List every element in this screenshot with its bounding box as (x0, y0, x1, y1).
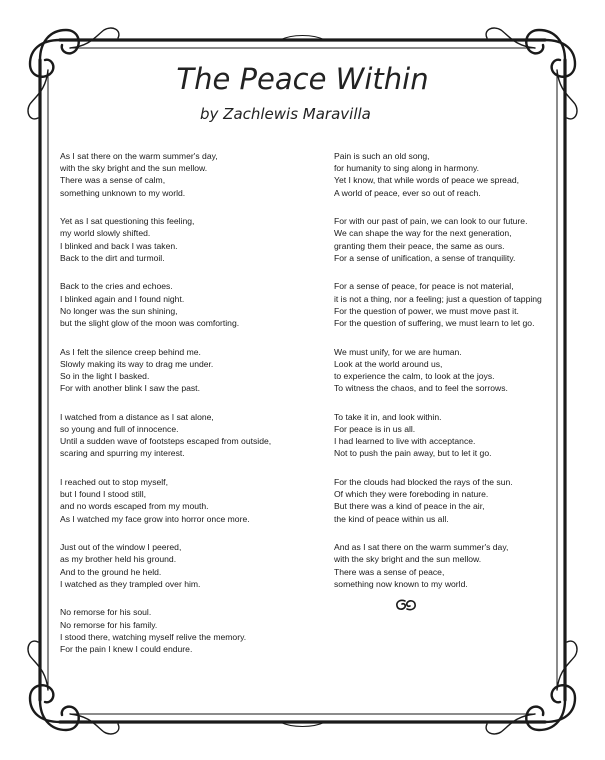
stanza (334, 150, 564, 199)
poem-line: For peace is in us all. (334, 424, 416, 435)
poem-line: I watched as they trampled over him. (60, 578, 201, 589)
poem-line: We must unify, for we are human. (334, 346, 462, 357)
poem-line: To witness the chaos, and to feel the sorrows. (334, 383, 508, 394)
poem-line: I had learned to live with acceptance. (334, 436, 476, 447)
stanza (334, 476, 564, 525)
poem-line: to experience the calm, to look at the joys. (334, 371, 495, 382)
poem-line: And to the ground he held. (60, 566, 162, 577)
poem-line: something unknown to my world. (60, 187, 186, 198)
poem-line: Back to the cries and echoes. (60, 281, 173, 292)
stanza (60, 280, 325, 329)
poem-line: To take it in, and look within. (334, 411, 442, 422)
poem-line: So in the light I basked. (60, 371, 150, 382)
poem-line: Of which they were foreboding in nature. (334, 489, 489, 500)
poem-line: with the sky bright and the sun mellow. (60, 163, 208, 174)
poem-line: A world of peace, ever so out of reach. (334, 187, 481, 198)
poem-line: for humanity to sing along in harmony. (334, 163, 480, 174)
flourish-icon (395, 598, 417, 612)
stanza (60, 476, 325, 525)
poem-line: As I watched my face grow into horror once more. (60, 513, 250, 524)
poem-line: For with our past of pain, we can look to our future. (334, 216, 528, 227)
poem-line: scaring and spurring my interest. (60, 448, 185, 459)
corner-scroll-bottom-right (486, 641, 577, 734)
poem-line: No remorse for his soul. (60, 607, 152, 618)
poem-line: As I felt the silence creep behind me. (60, 346, 201, 357)
poem-line: Not to push the pain away, but to let it go. (334, 448, 492, 459)
stanza (334, 346, 564, 395)
poem-line: Back to the dirt and turmoil. (60, 252, 165, 263)
poem-line: I stood there, watching myself relive the memory. (60, 631, 247, 642)
poem-line: We can shape the way for the next generation, (334, 228, 512, 239)
stanza (334, 280, 564, 329)
poem-line: As I sat there on the warm summer's day, (60, 151, 218, 161)
poem-byline: by Zachlewis Maravilla (200, 105, 371, 123)
poem-line: And as I sat there on the warm summer's day, (334, 542, 509, 553)
poem-line: it is not a thing, nor a feeling; just a question of tapping (334, 293, 542, 304)
poem-line: No remorse for his family. (60, 619, 158, 630)
poem-line: For the pain I knew I could endure. (60, 644, 193, 655)
poem-line: There was a sense of peace, (334, 566, 445, 577)
poem-line: Yet as I sat questioning this feeling, (60, 216, 195, 227)
poem-line: There was a sense of calm, (60, 175, 166, 186)
poem-line: For the question of suffering, we must learn to let go. (334, 318, 535, 329)
stanza (334, 541, 564, 590)
poem-line: Look at the world around us, (334, 358, 443, 369)
stanza (60, 541, 325, 590)
poem-line: the kind of peace within us all. (334, 513, 449, 524)
poem-title: The Peace Within (176, 62, 429, 96)
stanza (60, 606, 325, 655)
stanza (60, 346, 325, 395)
poem-line: Yet I know, that while words of peace we spread, (334, 175, 520, 186)
poem-line: For a sense of unification, a sense of tranquility. (334, 252, 516, 263)
stanza (60, 150, 325, 199)
poem-line: No longer was the sun shining, (60, 305, 178, 316)
poem-line: For with another blink I saw the past. (60, 383, 200, 394)
poem-line: so young and full of innocence. (60, 424, 179, 435)
stanza (334, 215, 564, 264)
poem-column-right (334, 150, 564, 606)
poem-line: For the question of power, we must move past it. (334, 305, 519, 316)
poem-line: Slowly making its way to drag me under. (60, 358, 214, 369)
poem-line: I watched from a distance as I sat alone, (60, 411, 214, 422)
poem-line: But there was a kind of peace in the air, (334, 501, 485, 512)
poem-line: with the sky bright and the sun mellow. (334, 554, 482, 565)
stanza (60, 215, 325, 264)
poem-line: but the slight glow of the moon was comforting. (60, 318, 240, 329)
poem-line: For a sense of peace, for peace is not material, (334, 281, 514, 292)
poem-line: I blinked and back I was taken. (60, 240, 178, 251)
poem-line: I blinked again and I found night. (60, 293, 185, 304)
poem-line: as my brother held his ground. (60, 554, 177, 565)
poem-line: and no words escaped from my mouth. (60, 501, 209, 512)
poem-line: Pain is such an old song, (334, 151, 430, 161)
poem-line: Until a sudden wave of footsteps escaped from outside, (60, 436, 272, 447)
poem-line: something now known to my world. (334, 578, 468, 589)
poem-column-left (60, 150, 325, 672)
poem-line: For the clouds had blocked the rays of the sun. (334, 477, 513, 488)
poem-line: Just out of the window I peered, (60, 542, 182, 553)
poem-line: I reached out to stop myself, (60, 477, 168, 488)
stanza (334, 411, 564, 460)
poem-line: my world slowly shifted. (60, 228, 151, 239)
poem-line: but I found I stood still, (60, 489, 146, 500)
stanza (60, 411, 325, 460)
poem-line: granting them their peace, the same as ours. (334, 240, 505, 251)
